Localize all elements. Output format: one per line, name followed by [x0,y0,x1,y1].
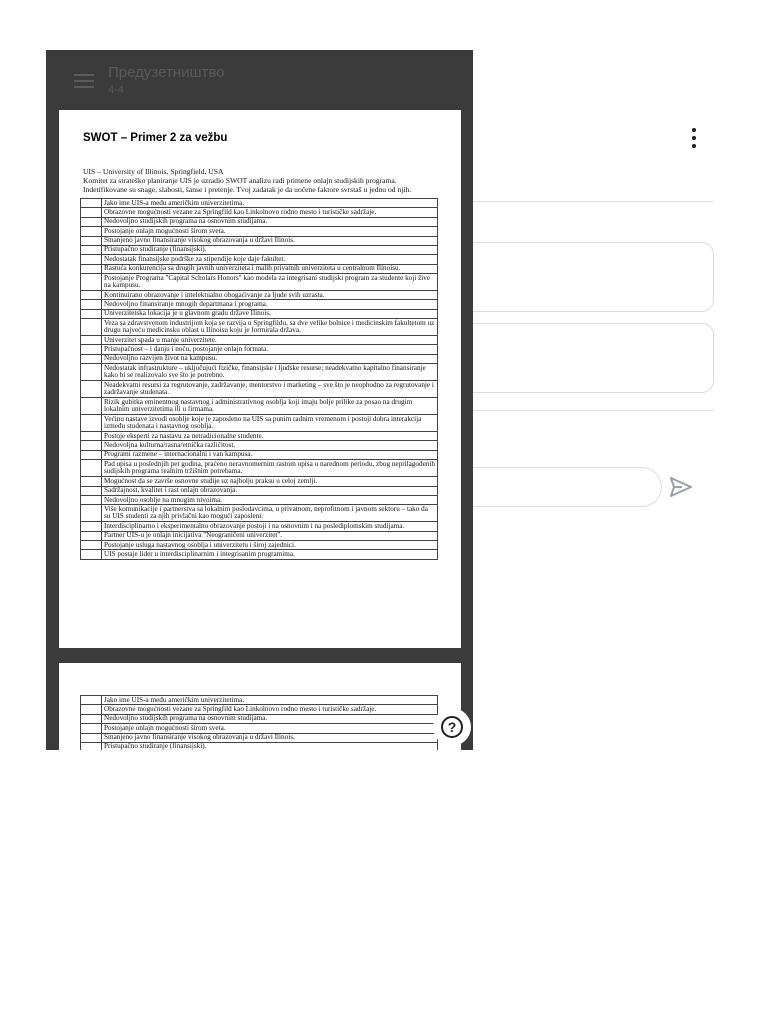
category-cell [81,522,102,531]
background-card[interactable] [462,242,714,312]
factor-cell: Obrazovne mogućnosti vezane za Springfild kao Linkolnovo rodno mesto i turističke sadržaje. [102,705,438,714]
factor-cell: Rastuća konkurencija sa drugih javnih univerziteta i malih privatnih univerziteta u centralnom Ilinoisu. [102,264,438,273]
category-cell [81,714,102,723]
more-vert-icon[interactable] [684,126,704,150]
category-cell [81,274,102,291]
category-cell [81,364,102,381]
viewer-title: Предузетништво [108,64,225,81]
document-intro [83,167,443,194]
factor-cell: Nedovoljna kulturna/rasna/etnička različitost. [102,441,438,450]
category-cell [81,495,102,504]
table-row [81,264,438,273]
intro-line: UIS – University of Illinois, Springfield, USA [83,167,224,176]
factor-cell: Smanjeno javno finansiranje visokog obrazovanja u državi Ilinois. [102,733,438,742]
document-title: SWOT – Primer 2 za vežbu [83,132,228,144]
category-cell [81,531,102,540]
factor-cell: Pad upisa u poslednjih pet godina, praćeno neravnomernim rastom upisa u narednom periodu, zbog neprilagođenih sudijskih programa realnim tržišnim potrebama. [102,460,438,477]
factor-cell: Nedostatak infrastrukture – uključujući fizičke, finansijske i ljudske resurse; neadekvatno kapitalno finansiranje kako bi se realizovalo sve što je potrebno. [102,364,438,381]
factor-cell: Univerzitet spada u manje univerzitete. [102,336,438,345]
factor-cell: Postojanje onlajn mogućnosti širom sveta. [102,227,438,236]
category-cell [81,450,102,459]
category-cell [81,477,102,486]
factor-cell: Univerzitetska lokacija je u glavnom gradu države Ilinois. [102,309,438,318]
factor-cell: Neadekvatni resursi za regrutovanje, zadržavanje, mentorstvo i marketing – sve što je neophodno za regrutovanje i zadržavanje studenata. [102,381,438,398]
category-cell [81,309,102,318]
category-cell [81,290,102,299]
factor-cell: Nedovoljno studijskih programa na osnovnim studijama. [102,217,438,226]
factor-cell: Postojanje Programa "Capital Scholars Honors" kao modela za integrisani studijski program za studente koji žive na kampusu. [102,274,438,291]
table-row [81,415,438,432]
factor-cell: Pristupačno studiranje (finansijski). [102,245,438,254]
swot-table [80,198,438,560]
factor-cell: Nedostatak finansijske podrške za stipendije koje daje fakultet. [102,255,438,264]
factor-cell: Postojanje usluga nastavnog osoblja i univerzitetu i široj zajednici. [102,541,438,550]
category-cell [81,724,102,733]
table-row [81,742,438,750]
category-cell [81,208,102,217]
table-row [81,381,438,398]
factor-cell: Više komunikacije i partnerstva sa lokalnim poslodavcima, u privatnom, neprofitnom i javnom sektoru – tako da su UIS studenti za njih privlačni kao mogući zaposleni. [102,505,438,522]
help-icon: ? [441,716,463,738]
factor-cell: Rizik gubitka eminentnog nastavnog i administrativnog osoblja koji imaju bolje prilike za posao na drugim lokalnim univerzitetima ili u firmama. [102,398,438,415]
table-row [81,309,438,318]
table-row [81,550,438,559]
swot-table [80,695,438,750]
table-row [81,199,438,208]
table-row [81,733,438,742]
category-cell [81,696,102,705]
category-cell [81,236,102,245]
factor-cell: Obrazovne mogućnosti vezane za Springfild kao Linkolnovo rodno mesto i turističke sadržaje. [102,208,438,217]
factor-cell: Interdisciplinarno i eksperimentalno obrazovanje postoji i na osnovnim i na poslediplomskim studijama. [102,522,438,531]
hamburger-icon[interactable] [74,74,94,88]
table-row [81,227,438,236]
help-button[interactable] [433,708,471,746]
table-row [81,541,438,550]
table-row [81,705,438,714]
factor-cell: Kontinuirano obrazovanje i intelektualno obogaćivanje za ljude svih uzrasta. [102,290,438,299]
table-row [81,300,438,309]
table-row [81,364,438,381]
table-row [81,319,438,336]
table-row [81,495,438,504]
factor-cell: Nedovoljno razvijen život na kampusu. [102,354,438,363]
intro-line: Komitet za strateško planiranje UIS je uzradio SWOT analizu radi primene onlajn studijskih programa. [83,176,397,185]
factor-cell: Sadržajnost, kvalitet i rast onlajn obrazovanja. [102,486,438,495]
factor-cell: Nedovoljno studijskih programa na osnovnim studijama. [102,714,438,723]
category-cell [81,217,102,226]
category-cell [81,441,102,450]
send-icon[interactable] [668,475,694,499]
factor-cell: Partner UIS-u je onlajn inicijativa "Neograničeni univerzitet". [102,531,438,540]
category-cell [81,227,102,236]
factor-cell: Pristupačnost – i danju i noću, postojanje onlajn formata. [102,345,438,354]
table-row [81,354,438,363]
table-row [81,696,438,705]
category-cell [81,319,102,336]
category-cell [81,354,102,363]
table-row [81,714,438,723]
table-row [81,477,438,486]
table-row [81,531,438,540]
factor-cell: Postoje eksperti za nastavu za netradicionalne studente. [102,432,438,441]
factor-cell: UIS postaje lider u interdisciplinarnim i integrisanim programima. [102,550,438,559]
factor-cell: Veza sa zdravstvenom industrijom koja se razvija u Springfildu, sa dve velike bolnice i medicinskim fakultetom uz drugu najveću medicinsku oblast u Ilinoisu koju je formirala država. [102,319,438,336]
factor-cell: Mogućnost da se završe osnovne studije uz najbolju praksu u celoj zemlji. [102,477,438,486]
category-cell [81,264,102,273]
category-cell [81,460,102,477]
divider [462,201,714,202]
table-row [81,398,438,415]
category-cell [81,705,102,714]
table-row [81,505,438,522]
comment-input[interactable] [462,467,662,507]
category-cell [81,336,102,345]
document-page [59,110,461,648]
category-cell [81,300,102,309]
table-row [81,441,438,450]
category-cell [81,398,102,415]
factor-cell: Većinu nastave izvodi osoblje koje je zaposleno na UIS sa punim radnim vremenom i postoji dobra interakcija između studenata i nastavnog osoblja. [102,415,438,432]
category-cell [81,432,102,441]
factor-cell: Jako ime UIS-a među američkim univerzitetima. [102,696,438,705]
intro-line: Indetifikovane su snage, slabosti, šanse i pretenje. Tvoj zadatak je da uočene faktore svrstaš u jednu od njih. [83,185,412,194]
factor-cell: Nedovoljno osoblje na mnogim nivoima. [102,495,438,504]
category-cell [81,415,102,432]
category-cell [81,345,102,354]
table-row [81,208,438,217]
category-cell [81,199,102,208]
table-row [81,522,438,531]
table-row [81,217,438,226]
factor-cell: Nedovoljno finansiranje mnogih departmana i programa. [102,300,438,309]
factor-cell: Jako ime UIS-a među američkim univerzitetima. [102,199,438,208]
table-row [81,274,438,291]
document-page [59,663,461,750]
table-row [81,460,438,477]
table-row [81,345,438,354]
category-cell [81,742,102,750]
document-viewer [46,50,473,750]
category-cell [81,541,102,550]
category-cell [81,733,102,742]
table-row [81,236,438,245]
category-cell [81,505,102,522]
background-card[interactable] [462,323,714,393]
table-row [81,432,438,441]
factor-cell: Postojanje onlajn mogućnosti širom sveta. [102,724,438,733]
factor-cell: Programi razmene – internacionalni i van kampusa. [102,450,438,459]
table-row [81,724,438,733]
factor-cell: Pristupačno studiranje (finansijski). [102,742,438,750]
table-row [81,336,438,345]
category-cell [81,550,102,559]
table-row [81,290,438,299]
page-count: 4-4 [108,84,124,96]
table-row [81,255,438,264]
table-row [81,450,438,459]
viewer-header [46,50,473,110]
divider [462,410,714,411]
category-cell [81,486,102,495]
category-cell [81,245,102,254]
table-row [81,486,438,495]
category-cell [81,255,102,264]
category-cell [81,381,102,398]
factor-cell: Smanjeno javno finansiranje visokog obrazovanja u državi Ilinois. [102,236,438,245]
table-row [81,245,438,254]
